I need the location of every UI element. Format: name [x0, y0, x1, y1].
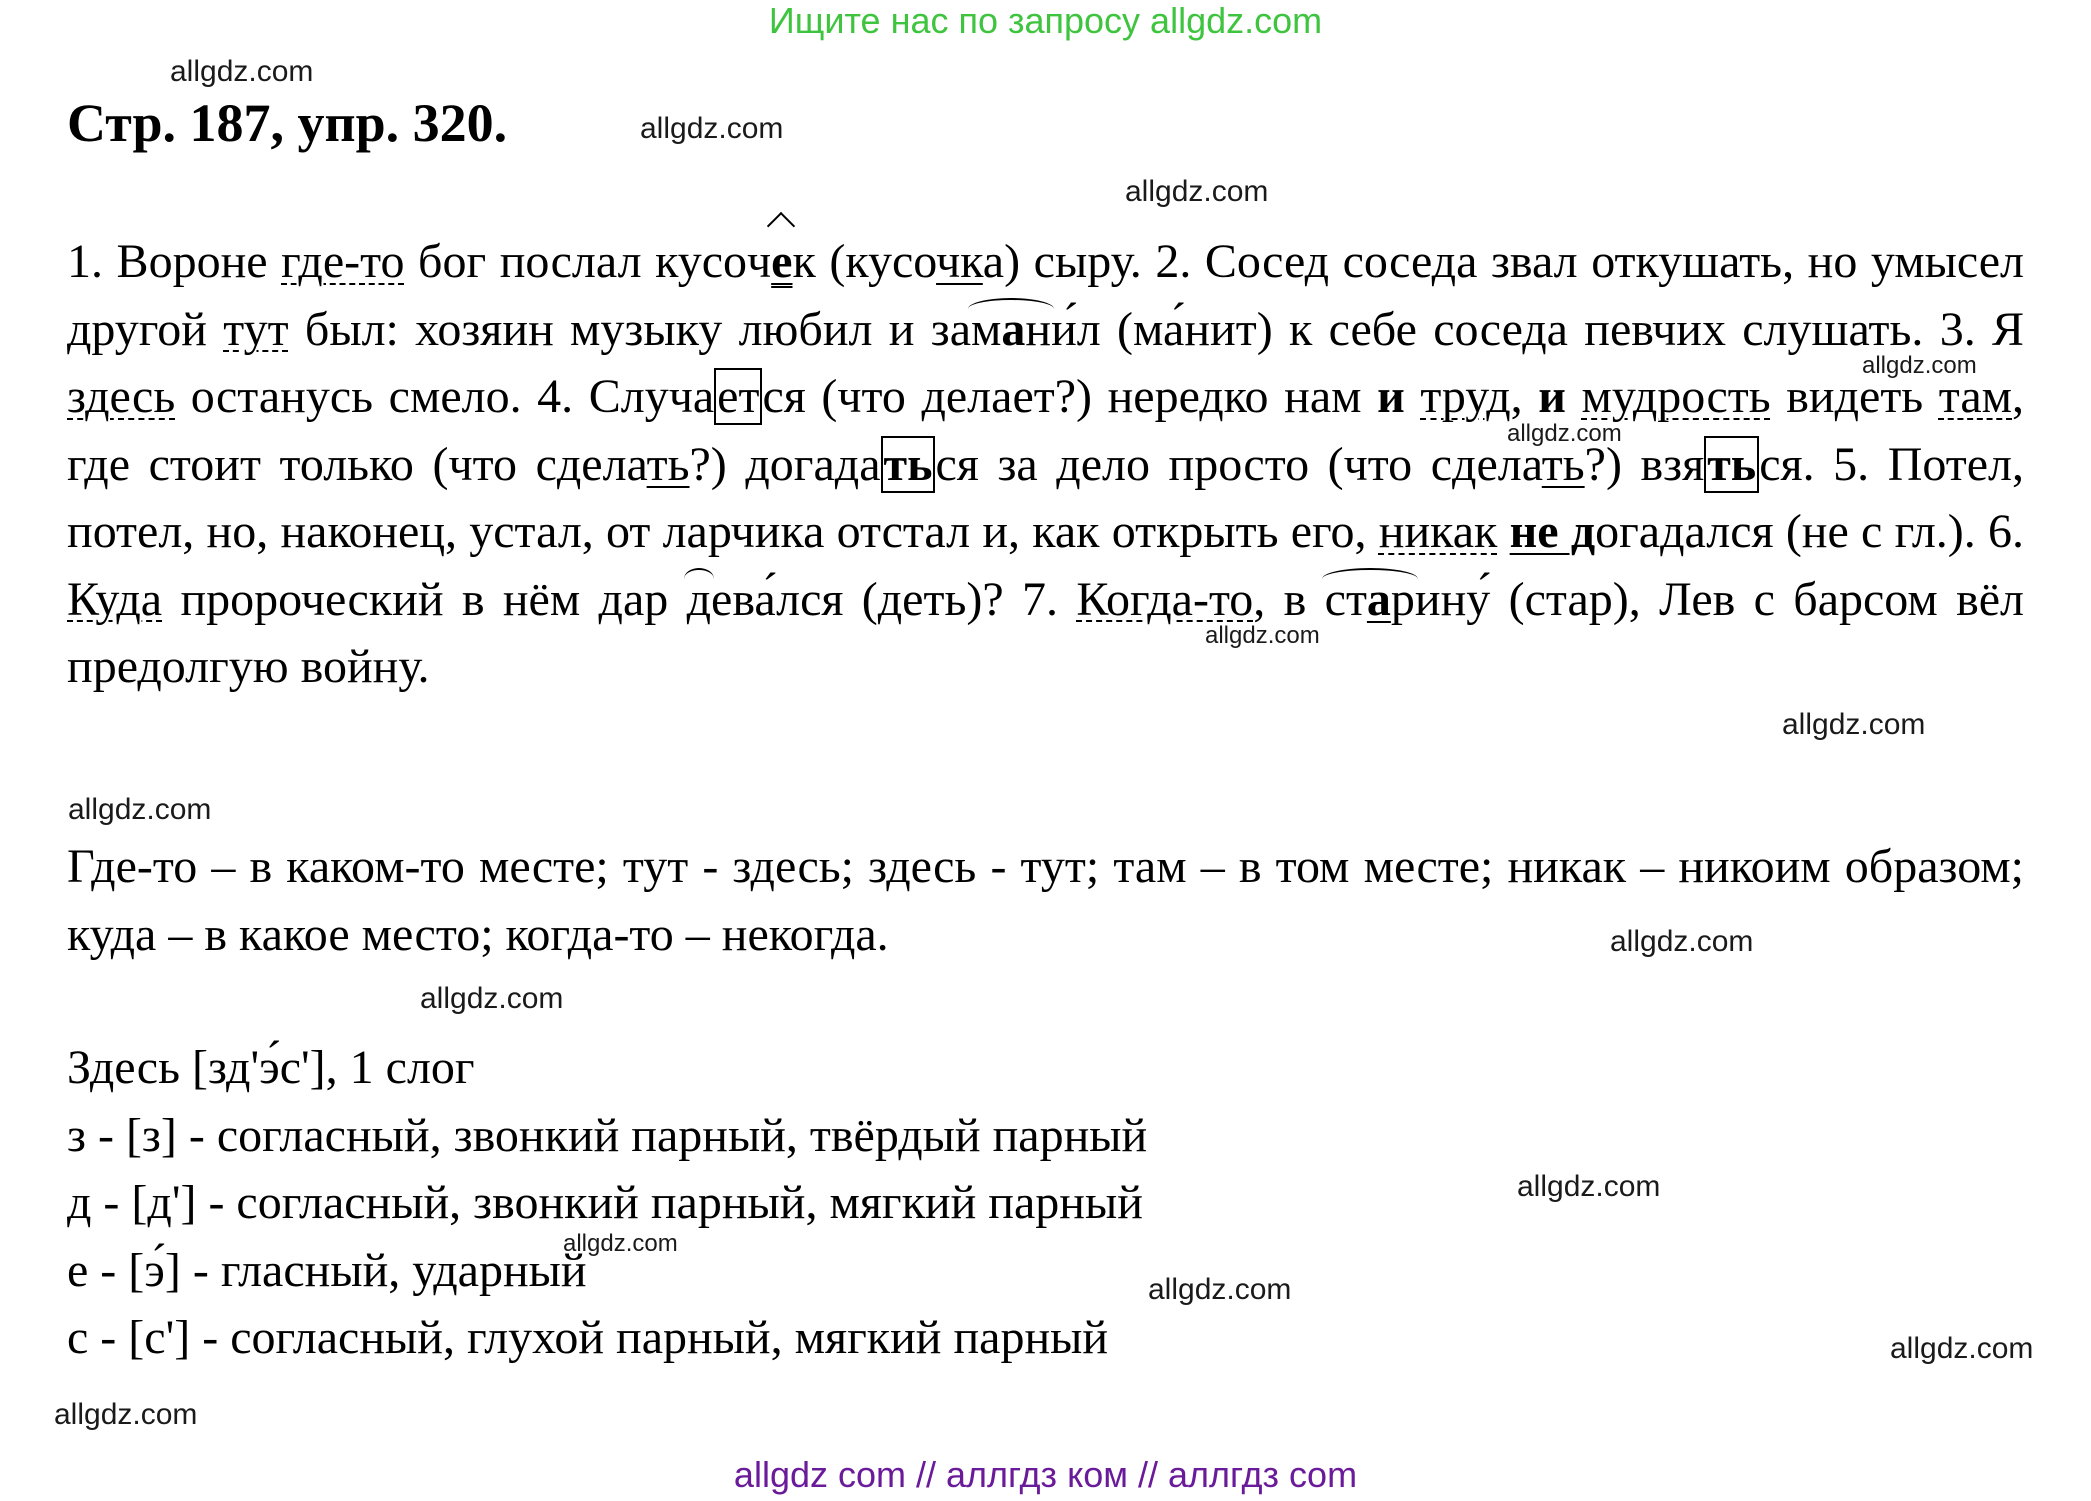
watermark: allgdz.com — [68, 793, 212, 826]
watermark: allgdz.com — [640, 112, 784, 145]
watermark: allgdz.com — [1205, 622, 1320, 649]
adverb-tam: там — [1938, 370, 2013, 423]
phonetic-line: е - [э́] - гласный, ударный — [67, 1243, 587, 1297]
adverb-definitions: Где-то – в каком-то месте; тут - здесь; здесь - тут; там – в том месте; никак – никоим образом; куда – в какое место; когда-то – некогда. — [67, 840, 2024, 961]
top-banner: Ищите нас по запросу allgdz.com — [768, 0, 1323, 41]
watermark: allgdz.com — [170, 55, 314, 88]
adverb-zdes: здесь — [67, 370, 176, 423]
ending-box: ть — [1704, 436, 1759, 493]
watermark: allgdz.com — [420, 982, 564, 1015]
ending-box: ть — [881, 436, 936, 493]
exercise-text: 1. Вороне где-то бог послал кусочек (кусочка) сыру. 2. Сосед соседа звал откушать, но умысел другой тут был: хозяин музыку любил и замани́л (ма́нит) к себе соседа певчих слушать. 3. Я здесь останусь смело. 4. Случается (что делает?) нередко нам и труд, и мудрость видеть там, где стоит только (что сделать?) догадаться за дело просто (что сделать?) взяться. 5. Потел, потел, но, наконец, устал, от ларчика отстал и, как открыть его, никак не догадался (не с гл.). 6. Куда пророческий в нём дар дева́лся (деть)? 7. Когда-то, в старину́ (стар), Лев с барсом вёл предолгую войну. — [67, 228, 2024, 701]
adverb-kuda: Куда — [67, 572, 163, 626]
watermark: allgdz.com — [1782, 708, 1926, 741]
ending-mark: чек — [747, 228, 816, 296]
phonetic-line: Здесь [зд'э́с'], 1 слог — [67, 1041, 475, 1094]
adverb-kogdato: Когда-то — [1076, 572, 1254, 626]
exercise-heading: Стр. 187, упр. 320. — [67, 93, 508, 153]
watermark: allgdz.com — [1862, 352, 1977, 379]
watermark: allgdz.com — [563, 1230, 678, 1257]
watermark: allgdz.com — [1517, 1170, 1661, 1203]
bottom-banner: allgdz com // аллгдз ком // аллгдз com — [733, 1454, 1358, 1495]
root-arc: ман — [971, 296, 1051, 364]
root-arc: д — [687, 566, 711, 634]
ending-box: ет — [714, 368, 762, 425]
watermark: allgdz.com — [1610, 925, 1754, 958]
phonetic-analysis — [67, 1034, 1147, 1372]
root-arc: стар — [1325, 566, 1415, 634]
phonetic-line: с - [с'] - согласный, глухой парный, мягкий парный — [67, 1311, 1109, 1364]
watermark: allgdz.com — [1148, 1273, 1292, 1306]
watermark: allgdz.com — [54, 1398, 198, 1431]
adverb-tut: тут — [223, 302, 289, 356]
watermark: allgdz.com — [1890, 1332, 2034, 1365]
watermark: allgdz.com — [1507, 420, 1622, 447]
watermark: allgdz.com — [1125, 175, 1269, 208]
adverb-gdeto: где-то — [281, 235, 405, 288]
phonetic-line: з - [з] - согласный, звонкий парный, твёрдый парный — [67, 1108, 1148, 1162]
phonetic-line: д - [д'] - согласный, звонкий парный, мягкий парный — [67, 1176, 1143, 1229]
adverb-nikak: никак — [1378, 505, 1498, 558]
